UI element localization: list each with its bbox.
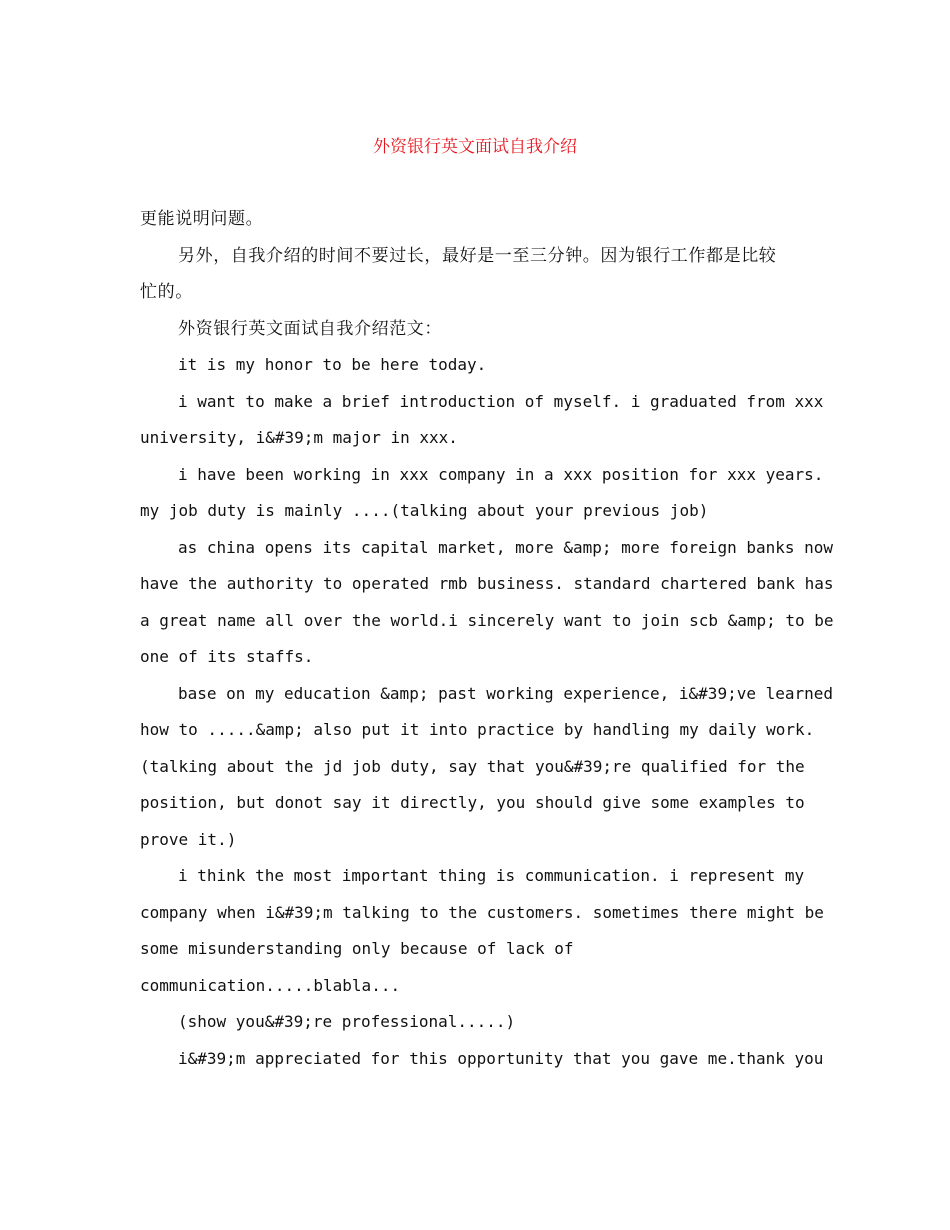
paragraph-line: communication.....blabla...	[140, 975, 401, 995]
paragraph-line: prove it.)	[140, 829, 237, 849]
paragraph-line: university, i&#39;m major in xxx.	[140, 428, 458, 447]
paragraph-line: 忙的。	[140, 282, 193, 302]
paragraph-line: company when i&#39;m talking to the customers. sometimes there might be	[140, 902, 824, 922]
paragraph-line: (talking about the jd job duty, say that you&#39;re qualified for the	[140, 756, 805, 776]
paragraph-line: base on my education &amp; past working experience, i&#39;ve learned	[178, 683, 834, 703]
document-body	[140, 201, 834, 1077]
paragraph-line: a great name all over the world.i sincerely want to join scb &amp; to be	[140, 610, 834, 630]
paragraph-line: have the authority to operated rmb business. standard chartered bank has	[140, 574, 834, 593]
paragraph-line: i want to make a brief introduction of myself. i graduated from xxx	[178, 391, 824, 411]
paragraph-line: some misunderstanding only because of lack of	[140, 939, 574, 958]
paragraph-line: as china opens its capital market, more &amp; more foreign banks now	[178, 537, 834, 557]
paragraph-line: (show you&#39;re professional.....)	[178, 1012, 516, 1031]
paragraph-line: i think the most important thing is communication. i represent my	[178, 866, 805, 885]
paragraph-line: it is my honor to be here today.	[178, 355, 487, 374]
document-title: 外资银行英文面试自我介绍	[373, 137, 577, 157]
paragraph-line: 另外，自我介绍的时间不要过长，最好是一至三分钟。因为银行工作都是比较	[178, 245, 777, 266]
paragraph-line: position, but donot say it directly, you should give some examples to	[140, 793, 805, 812]
paragraph-line: how to .....&amp; also put it into practice by handling my daily work.	[140, 720, 815, 739]
paragraph-line: one of its staffs.	[140, 647, 314, 666]
paragraph-line: i have been working in xxx company in a xxx position for xxx years.	[178, 464, 824, 484]
paragraph-line: 更能说明问题。	[140, 209, 264, 229]
paragraph-line: 外资银行英文面试自我介绍范文：	[178, 318, 442, 339]
paragraph-line: my job duty is mainly ....(talking about your previous job)	[140, 501, 709, 520]
paragraph-line: i&#39;m appreciated for this opportunity that you gave me.thank you	[178, 1048, 824, 1068]
